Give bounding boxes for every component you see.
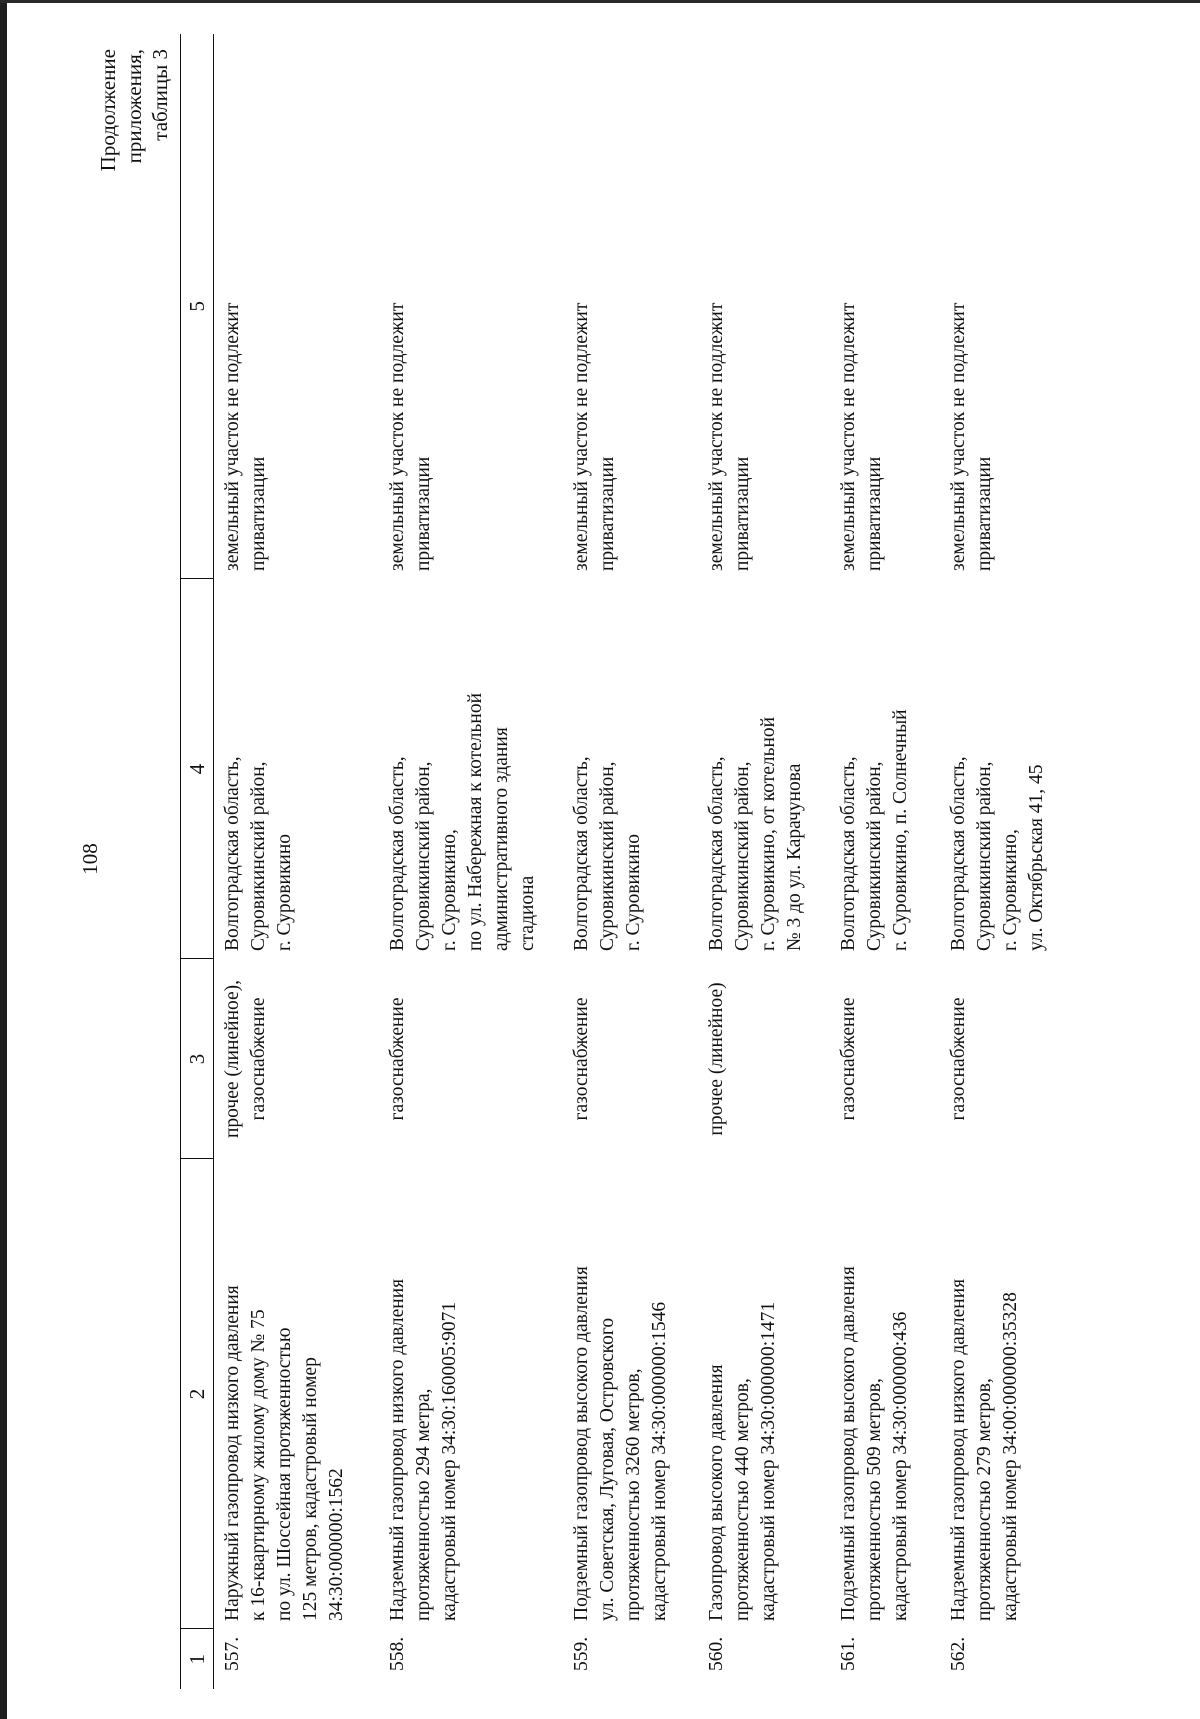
table-row — [940, 34, 1072, 1689]
object-note: земельный участок не подлежит приватизации — [222, 302, 269, 571]
table-row — [563, 34, 698, 1689]
object-purpose: газоснабжение — [837, 997, 859, 1121]
object-purpose: прочее (линейное) — [705, 982, 727, 1136]
object-purpose: газоснабжение — [947, 997, 969, 1121]
column-number-row — [181, 34, 214, 1689]
object-name: Подземный газопровод высокого давления ул. Советская, Луговая, Островского протяженностью 3260 метров, кадастровый номер 34:30:000000:1546 — [570, 1266, 670, 1621]
column-number-5: 5 — [181, 34, 214, 579]
object-note: земельный участок не подлежит приватизации — [705, 302, 753, 571]
object-note: земельный участок не подлежит приватизации — [386, 302, 434, 571]
continuation-title: Продолжение приложения, таблицы 3 — [96, 49, 172, 172]
page-number: 108 — [78, 843, 102, 875]
object-purpose: газоснабжение — [570, 997, 592, 1121]
object-address: Волгоградская область, Суровикинский район, г. Суровикино, п. Солнечный — [837, 709, 911, 951]
row-number: 558. — [386, 1636, 408, 1671]
property-table — [180, 34, 1072, 1689]
table-row — [379, 34, 563, 1689]
object-address: Волгоградская область, Суровикинский район, г. Суровикино, по ул. Набережная к котельной административного здания стадиона — [386, 692, 538, 951]
object-name: Газопровод высокого давления протяженностью 440 метров, кадастровый номер 34:30:000000:1471 — [705, 1301, 779, 1621]
object-name: Наружный газопровод низкого давления к 16-квартирному жилому дому № 75 по ул. Шоссейная протяженностью 125 метров, кадастровый номер 34:30:000000:1562 — [222, 1285, 347, 1621]
object-note: земельный участок не подлежит приватизации — [947, 302, 995, 571]
column-number-1: 1 — [181, 1629, 214, 1689]
object-name: Надземный газопровод низкого давления протяженностью 294 метра, кадастровый номер 34:30:160005:9071 — [386, 1278, 460, 1621]
object-name: Надземный газопровод низкого давления протяженностью 279 метров, кадастровый номер 34:00:000000:35328 — [947, 1278, 1021, 1621]
object-address: Волгоградская область, Суровикинский район, г. Суровикино — [222, 756, 295, 951]
row-number: 561. — [837, 1636, 859, 1671]
row-number: 559. — [570, 1636, 592, 1671]
table-row — [830, 34, 940, 1689]
table-row — [698, 34, 830, 1689]
object-purpose: газоснабжение — [386, 997, 408, 1121]
table-row — [214, 34, 379, 1689]
object-address: Волгоградская область, Суровикинский район, г. Суровикино, от котельной № 3 до ул. Карачунова — [705, 716, 805, 951]
object-note: земельный участок не подлежит приватизации — [570, 302, 618, 571]
column-number-2: 2 — [181, 1159, 214, 1629]
object-address: Волгоградская область, Суровикинский район, г. Суровикино — [570, 756, 644, 951]
row-number: 560. — [705, 1636, 727, 1671]
object-name: Подземный газопровод высокого давления протяженностью 509 метров, кадастровый номер 34:30:000000:436 — [837, 1266, 911, 1621]
column-number-4: 4 — [181, 579, 214, 959]
column-number-3: 3 — [181, 959, 214, 1159]
object-note: земельный участок не подлежит приватизации — [837, 302, 885, 571]
row-number: 562. — [947, 1636, 969, 1671]
object-address: Волгоградская область, Суровикинский район, г. Суровикино, ул. Октябрьская 41, 45 — [947, 756, 1047, 951]
object-purpose: прочее (линейное), газоснабжение — [222, 979, 269, 1139]
row-number: 557. — [222, 1636, 243, 1671]
